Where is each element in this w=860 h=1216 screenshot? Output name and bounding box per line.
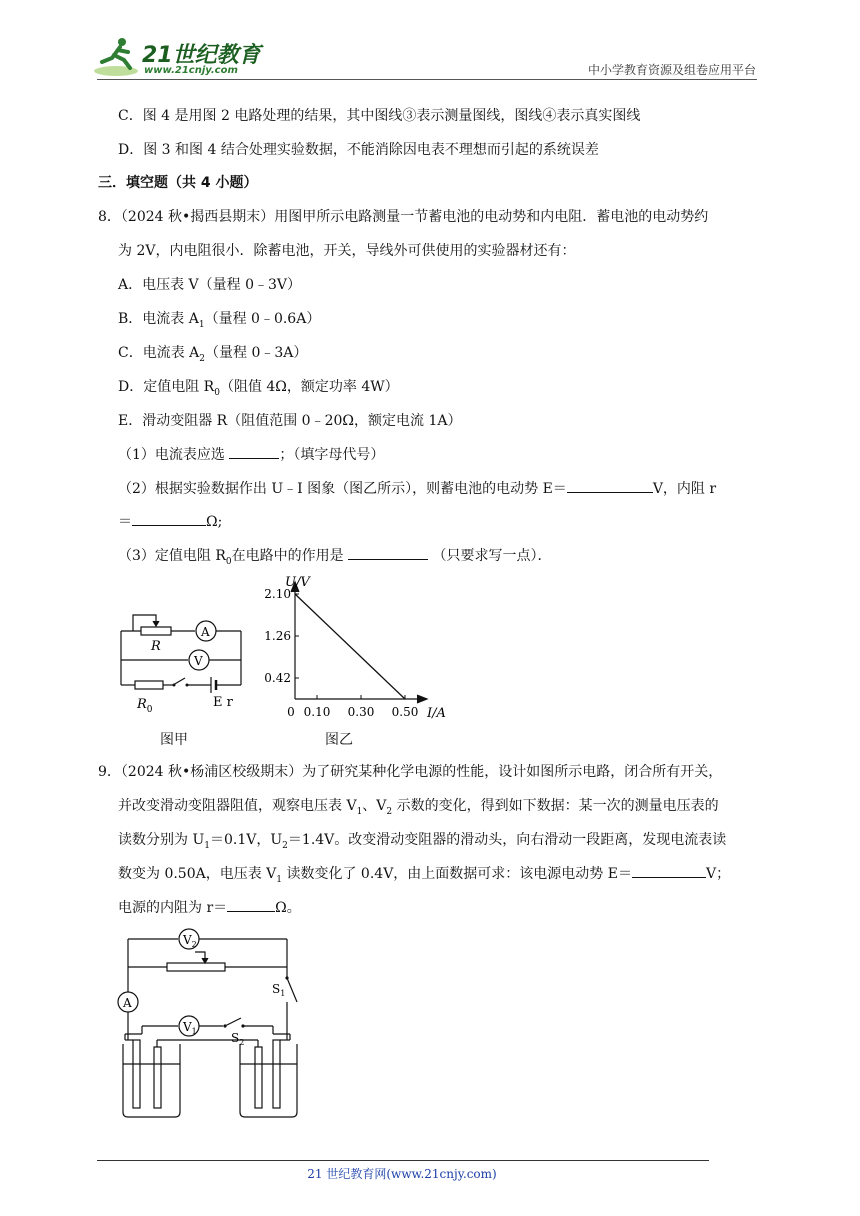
label-r0 [136,697,153,715]
runner-logo-icon [92,36,142,78]
q8-sub1-post: ；（填字母代号） [279,447,385,463]
q9-line3-s1: 1 [204,840,210,851]
left-beaker [123,1044,180,1117]
y-axis-label: U/V [285,575,310,590]
label-s2-main: S [231,1031,240,1045]
q8-option-d [118,377,399,403]
q9-circuit-diagram [115,922,305,1122]
q9-line4-mid: 读数变化了 0.4V，由上面数据可求：该电源电动势 E＝ [282,866,632,882]
label-r0-main: R [137,697,147,712]
q8-sub2-mid: V，内阻 r [652,481,717,497]
q8-option-c-sub: 2 [199,353,206,364]
q8-sub3 [118,545,552,572]
q9-line3-s2: 2 [282,840,288,851]
q8-circuit-diagram [115,605,250,725]
label-v2-sub: 2 [191,940,197,949]
label-v1-main: V [183,1020,192,1034]
y-tick-label: 2.10 [264,587,291,601]
label-s1-main: S [272,982,281,996]
q9-line2-mid: 、V [362,798,387,814]
q8-option-a: A．电压表 V（量程 0﹣3V） [118,277,302,293]
rheostat [167,963,225,971]
q9-line2 [118,796,719,822]
label-a: A [201,625,210,639]
q8-option-b [118,309,320,335]
q8-sub2-line2 [118,511,222,532]
label-s1 [272,982,285,998]
rheostat-r [141,627,171,635]
q8-option-b-post: （量程 0﹣0.6A） [204,311,321,327]
series-line [295,594,405,699]
footer-divider [97,1160,709,1161]
q8-line2: 为 2V，内电阻很小．除蓄电池，开关，导线外可供使用的实验器材还有： [118,243,576,259]
q8-option-d-sub: 0 [214,387,220,398]
x-tick-label: 0.10 [303,705,331,719]
q9-line2-s1: 1 [356,806,363,817]
q9-blank-resistance[interactable] [227,897,275,912]
footer-text: 21 世纪教育网(www.21cnjy.com) [307,1167,497,1181]
q8-blank-r0-role[interactable] [348,545,428,560]
y-tick-label: 1.26 [264,629,291,643]
label-s2-sub: 2 [239,1038,245,1047]
option-c: C．图 4 是用图 2 电路处理的结果，其中图线③表示测量图线，图线④表示真实图线 [118,108,641,124]
label-v2 [182,933,197,949]
q8-sub2-l2-post: Ω; [206,514,223,530]
q9-line2-s2: 2 [386,806,393,817]
q9-line4-pre: 数变为 0.50A，电压表 V [118,866,277,882]
x-tick-label: 0.30 [347,705,375,719]
q8-option-b-pre: B．电流表 A [118,311,199,327]
label-v: V [194,654,203,668]
q8-sub3-sub: 0 [225,556,232,567]
x-tick-label: 0.50 [391,705,419,719]
label-r: R [151,639,161,654]
header-platform: 中小学教育资源及组卷应用平台 [587,63,756,77]
label-a: A [123,996,132,1010]
q9-line4-post: V； [705,866,731,882]
q8-sub2-l2-pre: ＝ [118,514,132,530]
q9-line2-post: 示数的变化，得到如下数据：某一次的测量电压表的 [392,798,719,814]
q8-sub3-pre: （3）定值电阻 R [118,548,226,564]
option-d: D．图 3 和图 4 结合处理实验数据，不能消除因电表不理想而引起的系统误差 [118,142,599,158]
q8-sub1 [118,444,384,465]
q9-line2-pre: 并改变滑动变阻器阻值，观察电压表 V [118,798,357,814]
q8-blank-emf[interactable] [567,478,653,493]
label-s1-sub: 1 [280,989,286,998]
label-v1-sub: 1 [191,1027,197,1036]
q8-option-c-post: （量程 0﹣3A） [205,345,308,361]
label-v2-main: V [183,933,192,947]
x-axis-label: I/A [427,706,446,721]
header-logo [92,36,262,78]
q9-line3-post: ＝1.4V。改变滑动变阻器的滑动头，向右滑动一段距离，发现电流表读 [287,832,727,848]
logo-main-text: 21世纪教育 [142,43,261,68]
y-tick-label: 0.42 [264,671,291,685]
label-er: E r [213,695,233,710]
q8-option-e: E．滑动变阻器 R（阻值范围 0﹣20Ω，额定电流 1A） [118,413,462,429]
q8-sub3-post: （只要求写一点）． [432,548,552,564]
q9-line5-pre: 电源的内阻为 r＝ [118,900,228,916]
logo-url-text: www.21cnjy.com [144,65,238,76]
q9-line3-mid: ＝0.1V，U [209,832,283,848]
q9-line5-post: Ω。 [275,900,301,916]
q8-blank-ammeter[interactable] [229,444,279,459]
q8-sub2 [118,478,716,499]
label-s2 [231,1031,244,1047]
fig-yi-caption: 图乙 [325,732,353,748]
q8-option-d-post: （阻值 4Ω，额定功率 4W） [219,379,399,395]
q8-sub3-mid: 在电路中的作用是 [231,548,344,564]
q8-blank-resistance[interactable] [132,511,206,526]
resistor-r0 [135,681,163,689]
section-title: 三．填空题（共 4 小题） [98,175,258,191]
q9-blank-emf[interactable] [632,863,706,878]
q8-line1: 8．（2024 秋•揭西县期末）用图甲所示电路测量一节蓄电池的电动势和内电阻．蓄电池的电动势约 [98,209,709,225]
q8-ui-chart [255,572,465,722]
q9-line4 [118,863,730,890]
header-divider [97,79,757,80]
q8-option-c-pre: C．电流表 A [118,345,200,361]
q8-option-d-pre: D．定值电阻 R [118,379,215,395]
q9-line3-pre: 读数分别为 U [118,832,205,848]
q8-option-c [118,343,307,369]
q9-line3 [118,830,726,856]
right-beaker [240,1044,297,1117]
q9-line1: 9．（2024 秋•杨浦区校级期末）为了研究某种化学电源的性能，设计如图所示电路，闭合所有开关， [98,764,723,780]
q8-sub2-pre: （2）根据实验数据作出 U﹣I 图象（图乙所示），则蓄电池的电动势 E＝ [118,481,567,497]
label-r0-sub: 0 [146,705,153,715]
q8-sub1-pre: （1）电流表应选 [118,447,225,463]
q9-line4-s1: 1 [276,874,283,885]
q9-line5 [118,897,301,918]
x-tick-label: 0 [287,705,295,719]
label-v1 [182,1020,197,1036]
fig-jia-caption: 图甲 [160,732,188,748]
q8-option-b-sub: 1 [198,319,205,330]
